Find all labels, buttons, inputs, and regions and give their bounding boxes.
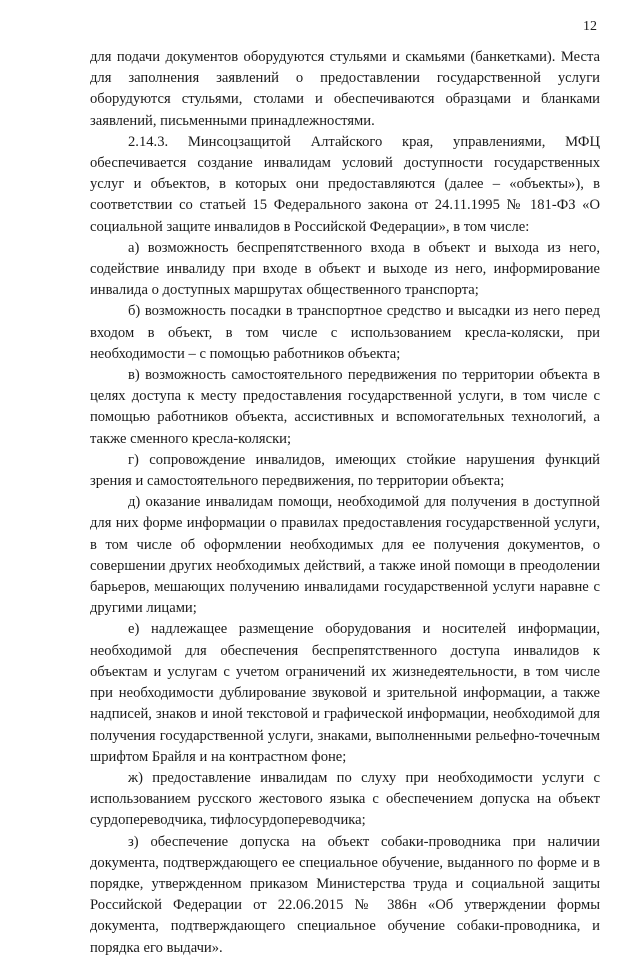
list-item-z: з) обеспечение допуска на объект собаки-проводника при наличии документа, подтверждающего ее специальное обучение, выданного по форме и в порядке, утвержденном приказом Министерства труда и социальной защиты Российской Федерации от 22.06.2015 № 386н «Об утверждении формы документа, подтверждающего специальное обучение собаки-проводника, и порядка его выдачи».: [90, 833, 600, 956]
list-item-d: д) оказание инвалидам помощи, необходимой для получения в доступной для них форме информации о правилах предоставления государственной услуги, в том числе об оформлении необходимых для ее получения документов, о совершении других необходимых действий, а также иной помощи в преодолении барьеров, мешающих получению инвалидами государственной услуги наравне с другими лицами;: [90, 494, 600, 617]
list-item-zh: ж) предоставление инвалидам по слуху при необходимости услуги с использованием русского жестового языка с обеспечением допуска на объект сурдопереводчика, тифлосурдопереводчика;: [90, 769, 600, 829]
paragraph-2-14-3: 2.14.3. Минсоцзащитой Алтайского края, управлениями, МФЦ обеспечивается создание инвалидам условий доступности государственных услуг и объектов, в которых они предоставляются (далее – «объекты»), в соответствии со статьей 15 Федерального закона от 24.11.1995 № 181-ФЗ «О социальной защите инвалидов в Российской Федерации», в том числе:: [90, 133, 600, 235]
paragraph-seating-continuation: для подачи документов оборудуются стульями и скамьями (банкетками). Места для заполнения заявлений о предоставлении государственной услуги оборудуются стульями, столами и обеспечиваются образцами и бланками заявлений, письменными принадлежностями.: [90, 49, 600, 129]
list-item-e: е) надлежащее размещение оборудования и носителей информации, необходимой для обеспечения беспрепятственного доступа инвалидов к объектам и услугам с учетом ограничений их жизнедеятельности, в том числе при необходимости дублирование звуковой и зрительной информации, а также надписей, знаков и иной текстовой и графической информации, необходимой для получения государственной услуги, знаками, выполненными рельефно-точечным шрифтом Брайля и на контрастном фоне;: [90, 621, 600, 765]
list-item-b: б) возможность посадки в транспортное средство и высадки из него перед входом в объект, в том числе с использованием кресла-коляски, при необходимости – с помощью работников объекта;: [90, 303, 600, 362]
document-body: [90, 47, 600, 959]
page-number: 12: [583, 19, 597, 34]
list-item-a: а) возможность беспрепятственного входа в объект и выхода из него, содействие инвалиду при входе в объект и выходе из него, информирование инвалида о доступных маршрутах общественного транспорта;: [90, 239, 600, 299]
list-item-v: в) возможность самостоятельного передвижения по территории объекта в целях доступа к месту предоставления государственной услуги, в том числе с помощью работников объекта, ассистивных и вспомогательных технологий, а также сменного кресла-коляски;: [90, 367, 600, 447]
list-item-g: г) сопровождение инвалидов, имеющих стойкие нарушения функций зрения и самостоятельного передвижения, по территории объекта;: [90, 451, 600, 490]
